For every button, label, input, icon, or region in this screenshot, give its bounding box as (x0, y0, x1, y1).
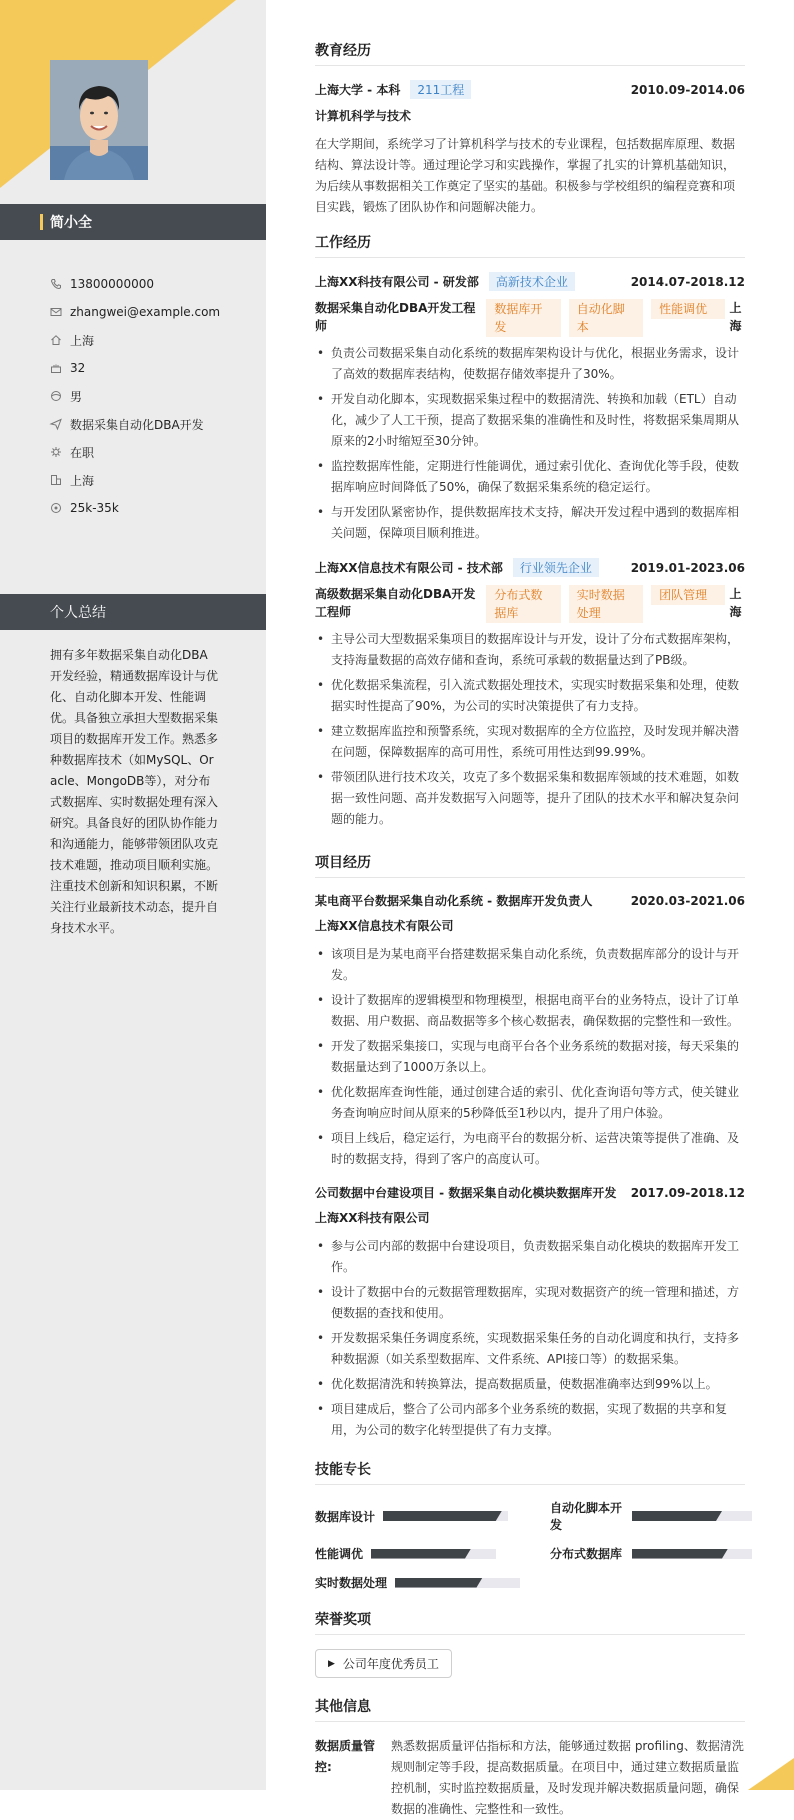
education-tag: 211工程 (410, 80, 471, 99)
gender-icon (50, 390, 70, 402)
status-icon (50, 446, 70, 458)
awards-title: 荣誉奖项 (315, 1609, 745, 1635)
projects-title: 项目经历 (315, 852, 745, 878)
skill-bar-fill (632, 1549, 728, 1559)
list-item: • 优化数据采集流程，引入流式数据处理技术，实现实时数据采集和处理，使数据实时性提高了90%，为公司的实时决策提供了有力支持。 (315, 675, 745, 717)
job-bullets (315, 629, 745, 830)
list-item: • 项目上线后，稳定运行，为电商平台的数据分析、运营决策等提供了准确、及时的数据支持，得到了客户的高度认可。 (315, 1128, 745, 1170)
skills-title: 技能专长 (315, 1459, 745, 1485)
other-title: 其他信息 (315, 1696, 745, 1722)
list-item: • 优化数据库查询性能，通过创建合适的索引、优化查询语句等方式，使关键业务查询响应时间从原来的5秒降低至1秒以内，提升了用户体验。 (315, 1082, 745, 1124)
job-role: 数据采集自动化DBA开发工程师 (315, 301, 476, 333)
job-skill-tag: 性能调优 (651, 299, 725, 319)
other-row (315, 1736, 745, 1820)
send-icon (50, 418, 70, 430)
list-item: • 设计了数据库的逻辑模型和物理模型，根据电商平台的业务特点，设计了订单数据、用户数据、商品数据等多个核心数据表，确保数据的完整性和一致性。 (315, 990, 745, 1032)
summary-text: 拥有多年数据采集自动化DBA开发经验，精通数据库设计与优化、自动化脚本开发、性能调优。具备独立承担大型数据采集项目的数据库开发工作。熟悉多种数据库技术（如MySQL、Oracle、MongoDB等），对分布式数据库、实时数据处理有深入研究。具备良好的团队协作能力和沟通能力，能够带领团队攻克技术难题，推动项目顺利实施。注重技术创新和知识积累，不断关注行业最新技术动态，提升自身技术水平。 (50, 648, 219, 935)
project-company: 上海XX科技有限公司 (315, 1211, 430, 1225)
contact-age (50, 354, 260, 382)
contact-text: 32 (70, 361, 86, 375)
summary-title: 个人总结 (0, 594, 266, 630)
job-company: 上海XX科技有限公司 - 研发部 (315, 275, 479, 289)
list-item: • 项目建成后，整合了公司内部多个业务系统的数据，实现了数据的共享和复用，为公司的数字化转型提供了有力支撑。 (315, 1399, 745, 1441)
home-icon (50, 334, 70, 346)
education-major: 计算机科学与技术 (315, 109, 412, 123)
list-item: • 该项目是为某电商平台搭建数据采集自动化系统，负责数据库部分的设计与开发。 (315, 944, 745, 986)
other-text: 熟悉数据质量评估指标和方法，能够通过数据 profiling、数据清洗规则制定等手段，提高数据质量。在项目中，通过建立数据质量监控机制，实时监控数据质量，及时发现并解决数据质量问题，确保数据的准确性、完整性和一致性。 (391, 1739, 744, 1816)
list-item: • 建立数据库监控和预警系统，实现对数据库的全方位监控，及时发现并解决潜在问题，保障数据库的高可用性，系统可用性达到99.99%。 (315, 721, 745, 763)
contact-salary (50, 494, 260, 522)
skill-bar (632, 1549, 752, 1559)
contact-text: 数据采集自动化DBA开发 (70, 417, 204, 432)
name-bar (0, 204, 266, 240)
project-head (315, 1184, 745, 1201)
age-icon (50, 362, 70, 374)
job-period: 2019.01-2023.06 (630, 560, 745, 575)
list-item: • 优化数据清洗和转换算法，提高数据质量，使数据准确率达到99%以上。 (315, 1374, 745, 1395)
sidebar (0, 0, 266, 1790)
job-skill-tag: 实时数据处理 (569, 585, 643, 623)
skill-bar-fill (395, 1578, 483, 1588)
contact-position (50, 410, 260, 438)
job-skill-tag: 分布式数据库 (486, 585, 560, 623)
contact-email (50, 298, 260, 326)
job-bullets (315, 343, 745, 544)
project-head (315, 892, 745, 909)
skill-bar-fill (632, 1511, 722, 1521)
contact-phone (50, 270, 260, 298)
education-head (315, 80, 745, 99)
list-item: • 设计了数据中台的元数据管理数据库，实现对数据资产的统一管理和描述，方便数据的查找和使用。 (315, 1282, 745, 1324)
list-item: • 开发数据采集任务调度系统，实现数据采集任务的自动化调度和执行，支持多种数据源（如关系型数据库、文件系统、API接口等）的数据采集。 (315, 1328, 745, 1370)
skill-bar-fill (383, 1511, 502, 1521)
job-sub (315, 585, 745, 623)
job-skill-tag: 数据库开发 (486, 299, 560, 337)
contact-text: 在职 (70, 445, 95, 460)
job-city: 上海 (729, 301, 742, 333)
job-company-tag: 高新技术企业 (489, 272, 575, 291)
contact-list (50, 270, 260, 522)
contact-gender (50, 382, 260, 410)
skill-name: 实时数据处理 (315, 1576, 388, 1590)
project-period: 2017.09-2018.12 (630, 1185, 745, 1200)
contact-text: 13800000000 (70, 277, 154, 291)
work-title: 工作经历 (315, 232, 745, 258)
list-item: • 负责公司数据采集自动化系统的数据库架构设计与优化，根据业务需求，设计了高效的数据库表结构，使数据存储效率提升了30%。 (315, 343, 745, 385)
list-item: • 主导公司大型数据采集项目的数据库设计与开发，设计了分布式数据库架构，支持海量数据的高效存储和查询，系统可承载的数据量达到了PB级。 (315, 629, 745, 671)
skill-item (315, 1574, 520, 1591)
project-period: 2020.03-2021.06 (630, 893, 745, 908)
award-label: 公司年度优秀员工 (342, 1657, 439, 1671)
list-item: • 带领团队进行技术攻关，攻克了多个数据采集和数据库领域的技术难题，如数据一致性问题、高并发数据写入问题等，提升了团队的技术水平和解决复杂问题的能力。 (315, 767, 745, 830)
contact-city (50, 466, 260, 494)
skill-item (315, 1499, 520, 1533)
project-name: 某电商平台数据采集自动化系统 - 数据库开发负责人 (315, 894, 593, 908)
name-accent (40, 214, 43, 230)
skill-name: 分布式数据库 (550, 1547, 623, 1561)
job-sub (315, 299, 745, 337)
job-head (315, 558, 745, 577)
list-item: • 监控数据库性能，定期进行性能调优，通过索引优化、查询优化等手段，使数据库响应时间降低了50%，确保了数据采集系统的稳定运行。 (315, 456, 745, 498)
skill-name: 数据库设计 (315, 1509, 376, 1524)
project-bullets (315, 944, 745, 1170)
skill-name: 性能调优 (315, 1547, 364, 1561)
job-role: 高级数据采集自动化DBA开发工程师 (315, 587, 476, 619)
list-item: • 参与公司内部的数据中台建设项目，负责数据采集自动化模块的数据库开发工作。 (315, 1236, 745, 1278)
contact-location (50, 326, 260, 354)
job-period: 2014.07-2018.12 (630, 274, 745, 289)
salary-icon (50, 502, 70, 514)
other-label: 数据质量管控: (315, 1739, 376, 1774)
project-name: 公司数据中台建设项目 - 数据采集自动化模块数据库开发 (315, 1186, 617, 1200)
skills-grid (315, 1499, 745, 1591)
play-icon: ▶ (328, 1658, 335, 1669)
phone-icon (50, 278, 70, 290)
skill-bar (383, 1511, 508, 1521)
job-company: 上海XX信息技术有限公司 - 技术部 (315, 561, 503, 575)
contact-status (50, 438, 260, 466)
profile-name: 简小全 (50, 215, 92, 231)
corner-decoration (734, 1750, 794, 1790)
list-item: • 与开发团队紧密协作，提供数据库技术支持，解决开发过程中遇到的数据库相关问题，保障项目顺利推进。 (315, 502, 745, 544)
skill-item (550, 1545, 752, 1562)
award-item[interactable] (315, 1649, 452, 1678)
skill-item (550, 1499, 752, 1533)
contact-text: zhangwei@example.com (70, 305, 221, 319)
skill-bar (371, 1549, 496, 1559)
contact-text: 上海 (70, 333, 95, 348)
contact-text: 男 (70, 389, 83, 404)
job-skill-tag: 团队管理 (651, 585, 725, 605)
contact-text: 25k-35k (70, 501, 119, 515)
skill-bar (395, 1578, 520, 1588)
list-item: • 开发了数据采集接口，实现与电商平台各个业务系统的数据对接，每天采集的数据量达到了1000万条以上。 (315, 1036, 745, 1078)
education-period: 2010.09-2014.06 (630, 82, 745, 97)
mail-icon (50, 306, 70, 318)
job-skill-tag: 自动化脚本 (569, 299, 643, 337)
avatar-photo (50, 60, 148, 180)
skill-name: 自动化脚本开发 (550, 1501, 623, 1532)
main-content (315, 40, 745, 1820)
job-city: 上海 (729, 587, 742, 619)
skill-item (315, 1545, 520, 1562)
skill-bar-fill (371, 1549, 471, 1559)
education-desc: 在大学期间，系统学习了计算机科学与技术的专业课程，包括数据库原理、数据结构、算法设计等。通过理论学习和实践操作，掌握了扎实的计算机基础知识，为后续从事数据相关工作奠定了坚实的基础。积极参与学校组织的编程竞赛和项目实践，锻炼了团队协作和问题解决能力。 (315, 137, 736, 214)
education-title: 教育经历 (315, 40, 745, 66)
skill-bar (632, 1511, 752, 1521)
job-head (315, 272, 745, 291)
job-company-tag: 行业领先企业 (513, 558, 599, 577)
project-bullets (315, 1236, 745, 1441)
list-item: • 开发自动化脚本，实现数据采集过程中的数据清洗、转换和加载（ETL）自动化，减少了人工干预，提高了数据采集的准确性和及时性，将数据采集周期从原来的2小时缩短至30分钟。 (315, 389, 745, 452)
project-company: 上海XX信息技术有限公司 (315, 919, 454, 933)
education-school: 上海大学 - 本科 (315, 83, 401, 97)
contact-text: 上海 (70, 473, 95, 488)
building-icon (50, 474, 70, 486)
